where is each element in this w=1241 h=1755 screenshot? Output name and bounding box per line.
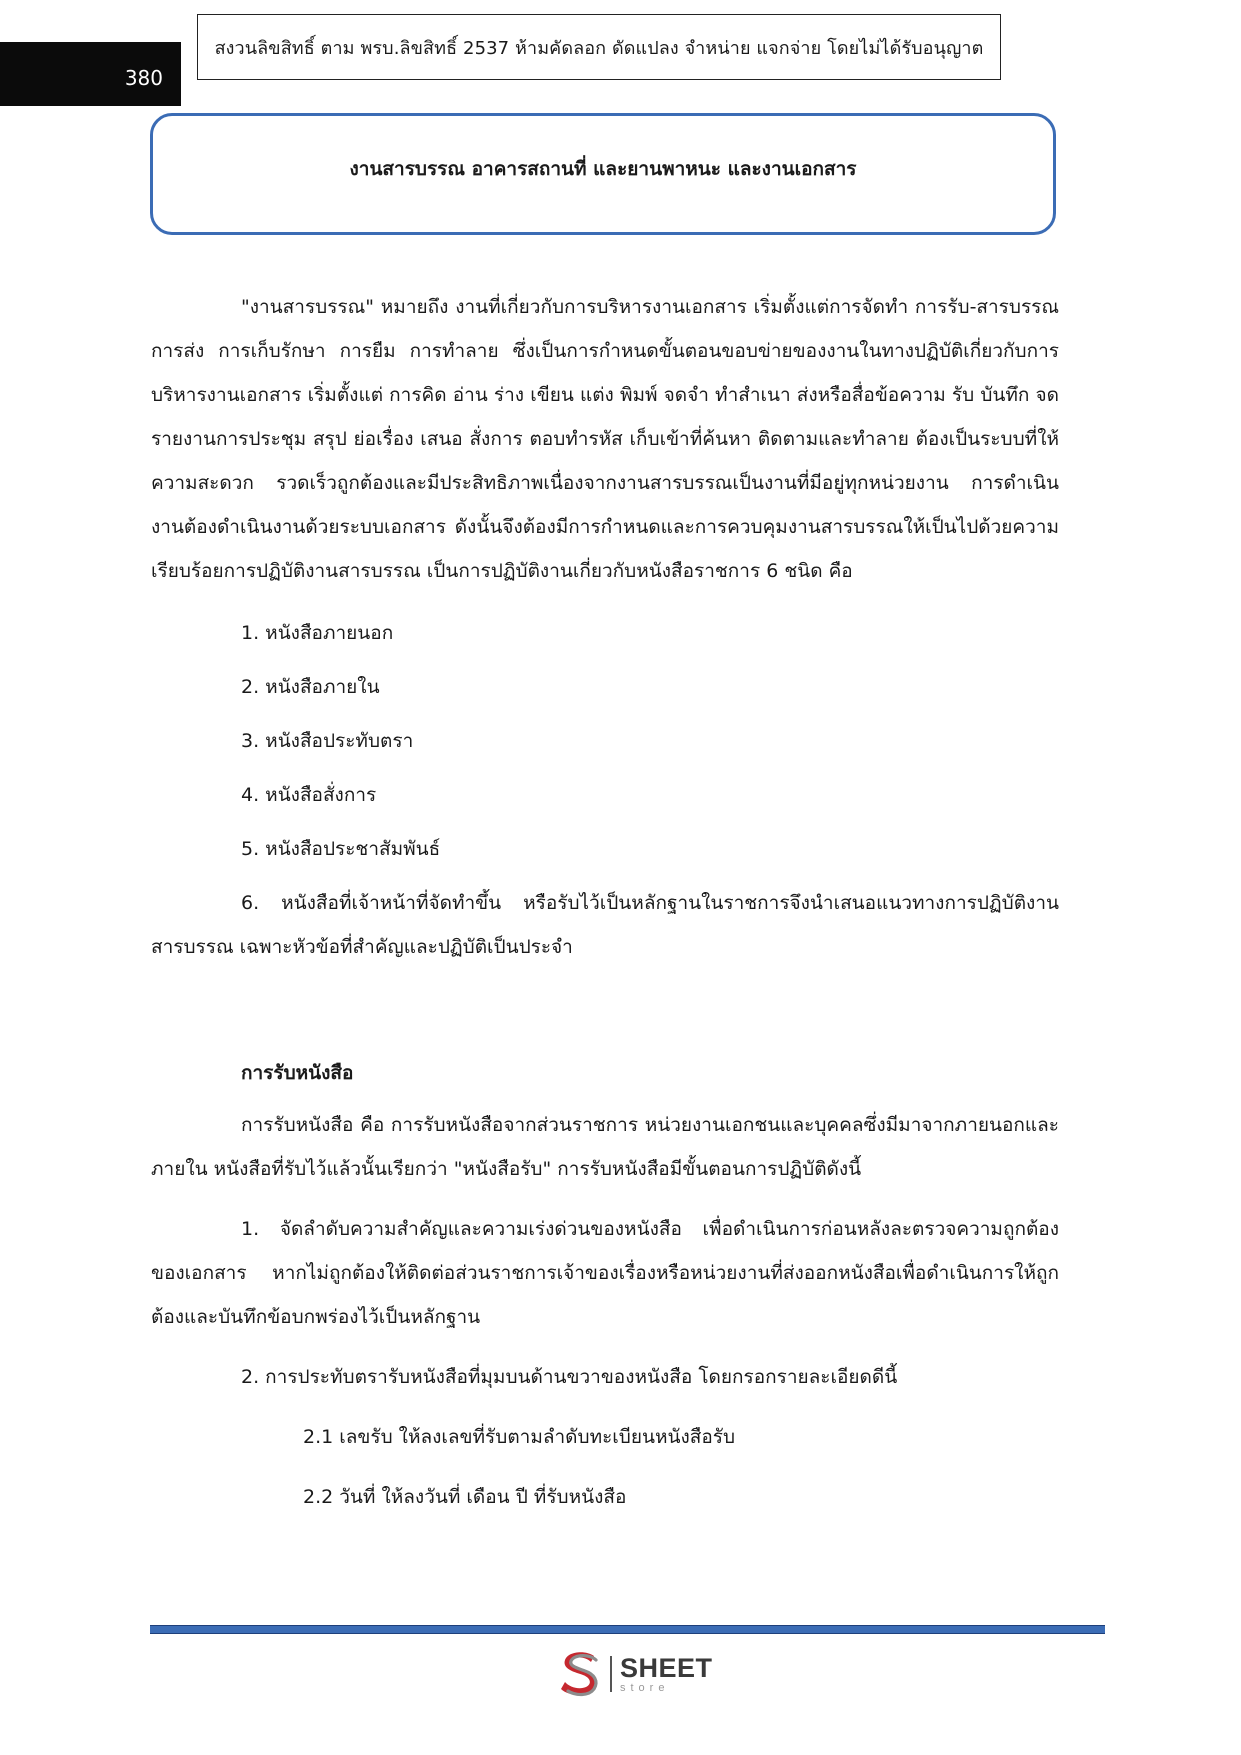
sub-step: 2.2 วันที่ ให้ลงวันที่ เดือน ปี ที่รับหนังสือ [303, 1486, 627, 1508]
section-heading: การรับหนังสือ [241, 1062, 354, 1084]
chapter-title-box [150, 113, 1056, 235]
document-type-item: 5. หนังสือประชาสัมพันธ์ [241, 838, 441, 860]
document-type-item-six: 6. หนังสือที่เจ้าหน้าที่จัดทำขึ้น หรือรับไว้เป็นหลักฐานในราชการจึงนำเสนอแนวทางการปฏิบัติงานสารบรรณ เฉพาะหัวข้อที่สำคัญและปฏิบัติเป็นประจำ [151, 892, 1059, 958]
sub-step: 2.1 เลขรับ ให้ลงเลขที่รับตามลำดับทะเบียนหนังสือรับ [303, 1426, 736, 1448]
sheet-store-s-logo-icon [556, 1648, 604, 1700]
document-type-item: 2. หนังสือภายใน [241, 676, 380, 698]
logo-divider [610, 1656, 612, 1692]
document-type-item: 3. หนังสือประทับตรา [241, 730, 414, 752]
copyright-banner [197, 14, 1001, 80]
logo-main-text: SHEET [620, 1652, 713, 1683]
chapter-title: งานสารบรรณ อาคารสถานที่ และยานพาหนะ และงานเอกสาร [349, 158, 857, 180]
logo-sub-text: store [620, 1681, 670, 1694]
page-number-box [0, 42, 181, 106]
document-body [151, 285, 1059, 1519]
logo-wordmark [620, 1652, 713, 1694]
step-one: 1. จัดลำดับความสำคัญและความเร่งด่วนของหนังสือ เพื่อดำเนินการก่อนหลังละตรวจความถูกต้องของเอกสาร หากไม่ถูกต้องให้ติดต่อส่วนราชการเจ้าของเรื่องหรือหน่วยงานที่ส่งออกหนังสือเพื่อดำเนินการให้ถูกต้องและบันทึกข้อบกพร่องไว้เป็นหลักฐาน [151, 1218, 1059, 1328]
step-two: 2. การประทับตรารับหนังสือที่มุมบนด้านขวาของหนังสือ โดยกรอกรายละเอียดดีนี้ [241, 1366, 898, 1388]
sheet-store-logo [556, 1648, 726, 1700]
document-type-item: 1. หนังสือภายนอก [241, 622, 394, 644]
footer-rule [150, 1625, 1105, 1634]
section-intro: การรับหนังสือ คือ การรับหนังสือจากส่วนราชการ หน่วยงานเอกชนและบุคคลซึ่งมีมาจากภายนอกและภายใน หนังสือที่รับไว้แล้วนั้นเรียกว่า "หนังสือรับ" การรับหนังสือมีขั้นตอนการปฏิบัติดังนี้ [151, 1114, 1059, 1180]
document-type-item: 4. หนังสือสั่งการ [241, 784, 377, 806]
copyright-notice: สงวนลิขสิทธิ์ ตาม พรบ.ลิขสิทธิ์ 2537 ห้ามคัดลอก ดัดแปลง จำหน่าย แจกจ่าย โดยไม่ได้รับอนุญาต [214, 37, 984, 59]
intro-paragraph: "งานสารบรรณ" หมายถึง งานที่เกี่ยวกับการบริหารงานเอกสาร เริ่มตั้งแต่การจัดทำ การรับ-สารบรรณ การส่ง การเก็บรักษา การยืม การทำลาย ซึ่งเป็นการกำหนดขั้นตอนขอบข่ายของงานในทางปฏิบัติเกี่ยวกับการบริหารงานเอกสาร เริ่มตั้งแต่ การคิด อ่าน ร่าง เขียน แต่ง พิมพ์ จดจำ ทำสำเนา ส่งหรือสื่อข้อความ รับ บันทึก จดรายงานการประชุม สรุป ย่อเรื่อง เสนอ สั่งการ ตอบทำรหัส เก็บเข้าที่ค้นหา ติดตามและทำลาย ต้องเป็นระบบที่ให้ความสะดวก รวดเร็วถูกต้องและมีประสิทธิภาพเนื่องจากงานสารบรรณเป็นงานที่มีอยู่ทุกหน่วยงาน การดำเนินงานต้องดำเนินงานด้วยระบบเอกสาร ดังนั้นจึงต้องมีการกำหนดและการควบคุมงานสารบรรณให้เป็นไปด้วยความเรียบร้อยการปฏิบัติงานสารบรรณ เป็นการปฏิบัติงานเกี่ยวกับหนังสือราชการ 6 ชนิด คือ [151, 296, 1059, 582]
page-number: 380 [124, 66, 163, 90]
